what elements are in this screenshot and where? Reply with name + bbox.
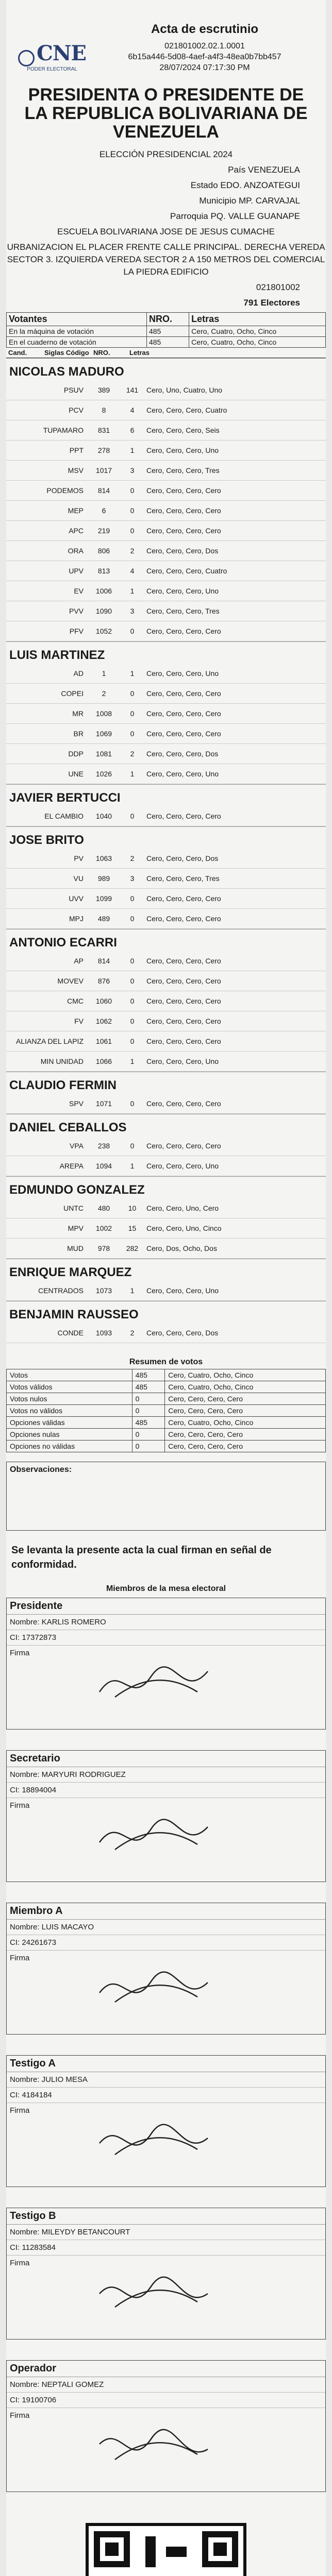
party-siglas: TUPAMARO [43,426,84,434]
party-code: 1062 [95,1017,112,1025]
party-siglas: ALIANZA DEL LAPIZ [16,1037,84,1045]
party-siglas: CONDE [57,1329,84,1337]
party-siglas: PV [74,854,84,862]
party-row [6,684,326,704]
party-votes: 2 [130,1329,135,1337]
party-letras: Cero, Cero, Cero, Cero [146,1142,221,1150]
party-row [6,764,326,784]
centro: ESCUELA BOLIVARIANA JOSE DE JESUS CUMACHE [57,227,275,236]
party-siglas: MEP [68,506,84,515]
cne-emblem-icon [18,50,35,66]
party-row [6,521,326,541]
party-letras: Cero, Cero, Cero, Cero [146,997,221,1005]
party-code: 1017 [95,466,112,474]
party-siglas: MOVEV [57,977,84,985]
party-code: 1066 [95,1057,112,1065]
resumen-row: Votos válidos 485 Cero, Cuatro, Ocho, Cinco [7,1381,326,1393]
party-siglas: SPV [69,1099,84,1108]
party-votes: 1 [130,446,135,454]
signature-area: Firma [7,2408,325,2492]
page-title: PRESIDENTA O PRESIDENTE DE LA REPUBLICA BOLIVARIANA DE VENEZUELA [24,85,308,142]
member-name: Nombre: KARLIS ROMERO [7,1615,325,1630]
party-row [6,869,326,889]
signature-area: Firma [7,1951,325,2034]
party-row [6,1156,326,1176]
party-code: 1093 [95,1329,112,1337]
acta-code: 6b15a446-5d08-4aef-a4f3-48ea0b7bb457 [128,53,281,61]
party-row [6,1052,326,1072]
party-siglas: PODEMOS [46,486,84,495]
acta-datetime: 28/07/2024 07:17:30 PM [159,63,250,72]
party-letras: Cero, Cero, Cero, Dos [146,854,219,862]
candidate-name: JOSE BRITO [6,826,326,849]
party-votes: 141 [126,386,139,394]
party-letras: Cero, Cero, Cero, Uno [146,587,219,595]
party-row [6,380,326,400]
party-letras: Cero, Cero, Cero, Cero [146,1037,221,1045]
party-siglas: BR [73,730,84,738]
party-letras: Cero, Cero, Cero, Cero [146,689,221,698]
party-siglas: MSV [68,466,84,474]
party-code: 1099 [95,894,112,903]
party-siglas: UNE [68,770,84,778]
party-row [6,440,326,461]
member-name: Nombre: MARYURI RODRIGUEZ [7,1767,325,1783]
signature-scribble [94,2113,218,2170]
signature-scribble [94,1961,218,2018]
party-code: 278 [97,446,110,454]
party-row [6,744,326,764]
party-votes: 1 [130,669,135,677]
party-letras: Cero, Cero, Cero, Cero [146,914,221,923]
party-siglas: EL CAMBIO [44,812,84,820]
party-votes: 4 [130,406,135,414]
party-siglas: PSUV [63,386,84,394]
votantes-row: En la máquina de votación 485 Cero, Cuatro, Ocho, Cinco [7,326,326,337]
column-header: Cand. Siglas Código NRO. Letras [6,348,326,358]
party-row [6,991,326,1011]
party-row [6,1323,326,1343]
party-row [6,806,326,826]
party-siglas: PCV [69,406,84,414]
votantes-table: Votantes NRO. Letras En la máquina de votación 485 Cero, Cuatro, Ocho, Cinco En el cuaderno de votación 485 Cero, Cuatro, Ocho, Cinco [6,312,326,348]
party-letras: Cero, Uno, Cuatro, Uno [146,386,223,394]
party-siglas: DDP [68,750,84,758]
party-votes: 0 [130,1017,135,1025]
party-votes: 1 [130,587,135,595]
party-code: 1071 [95,1099,112,1108]
member-name: Nombre: JULIO MESA [7,2072,325,2088]
party-letras: Cero, Cero, Cero, Cero [146,957,221,965]
party-code: 989 [97,874,110,883]
party-code: 1061 [95,1037,112,1045]
resumen-title: Resumen de votos [129,1358,203,1366]
party-row [6,461,326,481]
acta-info [91,21,319,74]
party-votes: 0 [130,914,135,923]
party-votes: 3 [130,874,135,883]
member-ci: CI: 4184184 [7,2088,325,2103]
candidate-name: ANTONIO ECARRI [6,929,326,951]
party-letras: Cero, Cero, Cero, Cero [146,627,221,635]
party-row [6,501,326,521]
party-letras: Cero, Cero, Cero, Tres [146,874,220,883]
resumen-row: Opciones nulas 0 Cero, Cero, Cero, Cero [7,1429,326,1440]
party-code: 978 [97,1244,110,1252]
party-row [6,971,326,991]
party-letras: Cero, Cero, Cero, Cero [146,730,221,738]
party-row [6,1198,326,1218]
party-row [6,1239,326,1259]
party-votes: 0 [130,977,135,985]
party-row [6,541,326,561]
party-row [6,1281,326,1301]
party-row [6,481,326,501]
party-siglas: UVV [69,894,84,903]
member-box [6,1750,326,1882]
party-votes: 0 [130,689,135,698]
party-row [6,1218,326,1239]
party-siglas: MIN UNIDAD [40,1057,84,1065]
party-row [6,1136,326,1156]
party-siglas: MUD [67,1244,84,1252]
resumen-row: Opciones válidas 485 Cero, Cuatro, Ocho, Cinco [7,1417,326,1429]
direccion: URBANIZACION EL PLACER FRENTE CALLE PRINCIPAL. DERECHA VEREDA SECTOR 3. IZQUIERDA VEREDA SECTOR 2 A 150 METROS DEL COMERCIAL LA PIEDRA EDIFICIO [7,242,325,277]
party-code: 2 [102,689,106,698]
cne-logo [13,21,91,74]
members-list [6,1598,326,2492]
party-votes: 0 [130,1142,135,1150]
party-code: 238 [97,1142,110,1150]
party-votes: 0 [130,527,135,535]
party-votes: 282 [126,1244,139,1252]
party-siglas: PPT [69,446,84,454]
party-row [6,621,326,641]
party-siglas: UNTC [63,1204,84,1212]
party-siglas: CENTRADOS [38,1286,84,1295]
party-siglas: CMC [67,997,84,1005]
party-code: 389 [97,386,110,394]
member-box [6,2360,326,2492]
parroquia: Parroquia PQ. VALLE GUANAPE [170,211,300,221]
party-row [6,601,326,621]
party-siglas: VPA [70,1142,84,1150]
party-code: 1052 [95,627,112,635]
member-ci: CI: 11283584 [7,2240,325,2256]
party-letras: Cero, Cero, Cero, Dos [146,547,219,555]
party-row [6,561,326,581]
party-letras: Cero, Cero, Uno, Cero [146,1204,219,1212]
party-row [6,1094,326,1114]
party-letras: Cero, Cero, Cero, Cero [146,709,221,718]
member-name: Nombre: MILEYDY BETANCOURT [7,2225,325,2240]
party-code: 831 [97,426,110,434]
party-code: 1 [102,669,106,677]
party-letras: Cero, Cero, Cero, Uno [146,446,219,454]
party-votes: 1 [130,1162,135,1170]
member-role: Operador [7,2361,325,2377]
party-letras: Cero, Cero, Uno, Cinco [146,1224,222,1232]
party-votes: 0 [130,486,135,495]
party-code: 806 [97,547,110,555]
member-ci: CI: 24261673 [7,1935,325,1951]
candidate-name: NICOLAS MADURO [6,358,326,380]
election-name: ELECCIÓN PRESIDENCIAL 2024 [99,149,233,159]
resumen-votos [6,1355,326,1452]
party-letras: Cero, Cero, Cero, Seis [146,426,220,434]
party-votes: 1 [130,770,135,778]
party-siglas: VU [73,874,84,883]
party-letras: Cero, Cero, Cero, Cero [146,977,221,985]
party-code: 1090 [95,607,112,615]
party-code: 814 [97,486,110,495]
party-votes: 0 [130,1037,135,1045]
party-siglas: EV [74,587,84,595]
party-letras: Cero, Cero, Cero, Uno [146,770,219,778]
resumen-row: Votos nulos 0 Cero, Cero, Cero, Cero [7,1393,326,1405]
party-votes: 2 [130,750,135,758]
logo-subtitle: PODER ELECTORAL [27,66,77,72]
party-code: 489 [97,914,110,923]
party-votes: 6 [130,426,135,434]
party-code: 8 [102,406,106,414]
candidate-name: JAVIER BERTUCCI [6,784,326,806]
party-code: 480 [97,1204,110,1212]
party-letras: Cero, Cero, Cero, Cero [146,894,221,903]
member-ci: CI: 19100706 [7,2393,325,2408]
party-letras: Cero, Cero, Cero, Uno [146,1162,219,1170]
party-letras: Cero, Cero, Cero, Tres [146,466,220,474]
party-code: 1073 [95,1286,112,1295]
party-votes: 4 [130,567,135,575]
resumen-row: Opciones no válidas 0 Cero, Cero, Cero, Cero [7,1440,326,1452]
party-siglas: FV [74,1017,84,1025]
party-letras: Cero, Cero, Cero, Tres [146,607,220,615]
party-siglas: ORA [68,547,84,555]
party-letras: Cero, Cero, Cero, Uno [146,1057,219,1065]
party-letras: Cero, Dos, Ocho, Dos [146,1244,217,1252]
party-row [6,889,326,909]
party-siglas: PVV [69,607,84,615]
party-code: 1069 [95,730,112,738]
party-code: 1008 [95,709,112,718]
party-votes: 2 [130,547,135,555]
signature-scribble [94,1656,218,1713]
party-letras: Cero, Cero, Cero, Dos [146,750,219,758]
party-letras: Cero, Cero, Cero, Cero [146,1017,221,1025]
party-votes: 1 [130,1057,135,1065]
signature-area: Firma [7,1798,325,1882]
party-code: 1063 [95,854,112,862]
party-votes: 15 [128,1224,137,1232]
party-letras: Cero, Cero, Cero, Cuatro [146,567,227,575]
party-siglas: MPJ [69,914,84,923]
party-letras: Cero, Cero, Cero, Uno [146,1286,219,1295]
party-siglas: AP [74,957,84,965]
member-name: Nombre: NEPTALI GOMEZ [7,2377,325,2393]
party-votes: 0 [130,997,135,1005]
signature-scribble [94,2418,218,2475]
candidate-name: EDMUNDO GONZALEZ [6,1176,326,1198]
party-code: 814 [97,957,110,965]
candidate-name: BENJAMIN RAUSSEO [6,1301,326,1323]
party-votes: 0 [130,709,135,718]
party-siglas: AD [73,669,84,677]
party-code: 1002 [95,1224,112,1232]
electores: 791 Electores [243,298,300,308]
party-siglas: COPEI [61,689,84,698]
party-siglas: UPV [69,567,84,575]
party-votes: 0 [130,627,135,635]
acta-number: 021801002.02.1.0001 [164,42,245,50]
party-votes: 0 [130,894,135,903]
party-votes: 0 [130,730,135,738]
party-code: 1040 [95,812,112,820]
party-letras: Cero, Cero, Cero, Uno [146,669,219,677]
party-votes: 2 [130,854,135,862]
sign-note: Se levanta la presente acta la cual firman en señal de conformidad. [11,1545,272,1570]
party-votes: 0 [130,1099,135,1108]
party-letras: Cero, Cero, Cero, Cuatro [146,406,227,414]
logo-text: CNE [37,41,86,65]
municipio: Municipio MP. CARVAJAL [199,196,300,206]
party-siglas: AREPA [59,1162,84,1170]
party-votes: 1 [130,1286,135,1295]
party-votes: 10 [128,1204,137,1212]
signature-area: Firma [7,1646,325,1729]
candidate-name: DANIEL CEBALLOS [6,1114,326,1136]
party-letras: Cero, Cero, Cero, Cero [146,506,221,515]
party-code: 1026 [95,770,112,778]
party-row [6,909,326,929]
observaciones-box: Observaciones: [6,1462,326,1531]
party-row [6,1011,326,1031]
party-row [6,581,326,601]
party-code: 219 [97,527,110,535]
party-siglas: PFV [69,627,84,635]
party-row [6,849,326,869]
estado: Estado EDO. ANZOATEGUI [190,180,300,190]
candidate-name: CLAUDIO FERMIN [6,1072,326,1094]
signature-area: Firma [7,2256,325,2339]
acta-header [6,0,326,74]
member-role: Testigo B [7,2208,325,2225]
party-votes: 0 [130,506,135,515]
signature-area: Firma [7,2103,325,2187]
member-ci: CI: 18894004 [7,1783,325,1798]
party-row [6,664,326,684]
party-row [6,951,326,971]
party-letras: Cero, Cero, Cero, Cero [146,812,221,820]
signature-scribble [94,2266,218,2323]
party-row [6,704,326,724]
member-role: Testigo A [7,2056,325,2072]
qr-code [86,2523,246,2576]
members-title: Miembros de la mesa electoral [106,1584,226,1593]
resumen-row: Votos no válidos 0 Cero, Cero, Cero, Cero [7,1405,326,1417]
party-code: 6 [102,506,106,515]
party-letras: Cero, Cero, Cero, Dos [146,1329,219,1337]
member-role: Presidente [7,1598,325,1615]
party-code: 813 [97,567,110,575]
candidates-list [6,358,326,1343]
party-code: 1081 [95,750,112,758]
location-block [6,148,326,309]
party-row [6,420,326,440]
party-code: 1006 [95,587,112,595]
party-votes: 0 [130,957,135,965]
member-box [6,1903,326,2035]
resumen-row: Votos 485 Cero, Cuatro, Ocho, Cinco [7,1369,326,1381]
party-row [6,724,326,744]
party-row [6,1031,326,1052]
votantes-row: En el cuaderno de votación 485 Cero, Cuatro, Ocho, Cinco [7,337,326,348]
party-votes: 0 [130,812,135,820]
candidate-name: ENRIQUE MARQUEZ [6,1259,326,1281]
party-siglas: MR [72,709,84,718]
acta-document [6,0,326,2576]
codigo-centro: 021801002 [256,282,300,292]
party-votes: 3 [130,466,135,474]
member-box [6,2055,326,2187]
party-siglas: MPV [68,1224,84,1232]
signature-scribble [94,1808,218,1865]
party-code: 1094 [95,1162,112,1170]
candidate-name: LUIS MARTINEZ [6,641,326,664]
party-code: 876 [97,977,110,985]
party-row [6,400,326,420]
member-box [6,2208,326,2340]
member-box [6,1598,326,1730]
pais: País VENEZUELA [228,165,300,175]
party-siglas: APC [69,527,84,535]
party-code: 1060 [95,997,112,1005]
member-role: Secretario [7,1751,325,1767]
party-votes: 3 [130,607,135,615]
party-letras: Cero, Cero, Cero, Cero [146,1099,221,1108]
member-role: Miembro A [7,1903,325,1920]
member-ci: CI: 17372873 [7,1630,325,1646]
member-name: Nombre: LUIS MACAYO [7,1920,325,1935]
acta-label: Acta de escrutinio [151,22,259,36]
party-letras: Cero, Cero, Cero, Cero [146,527,221,535]
party-letras: Cero, Cero, Cero, Cero [146,486,221,495]
